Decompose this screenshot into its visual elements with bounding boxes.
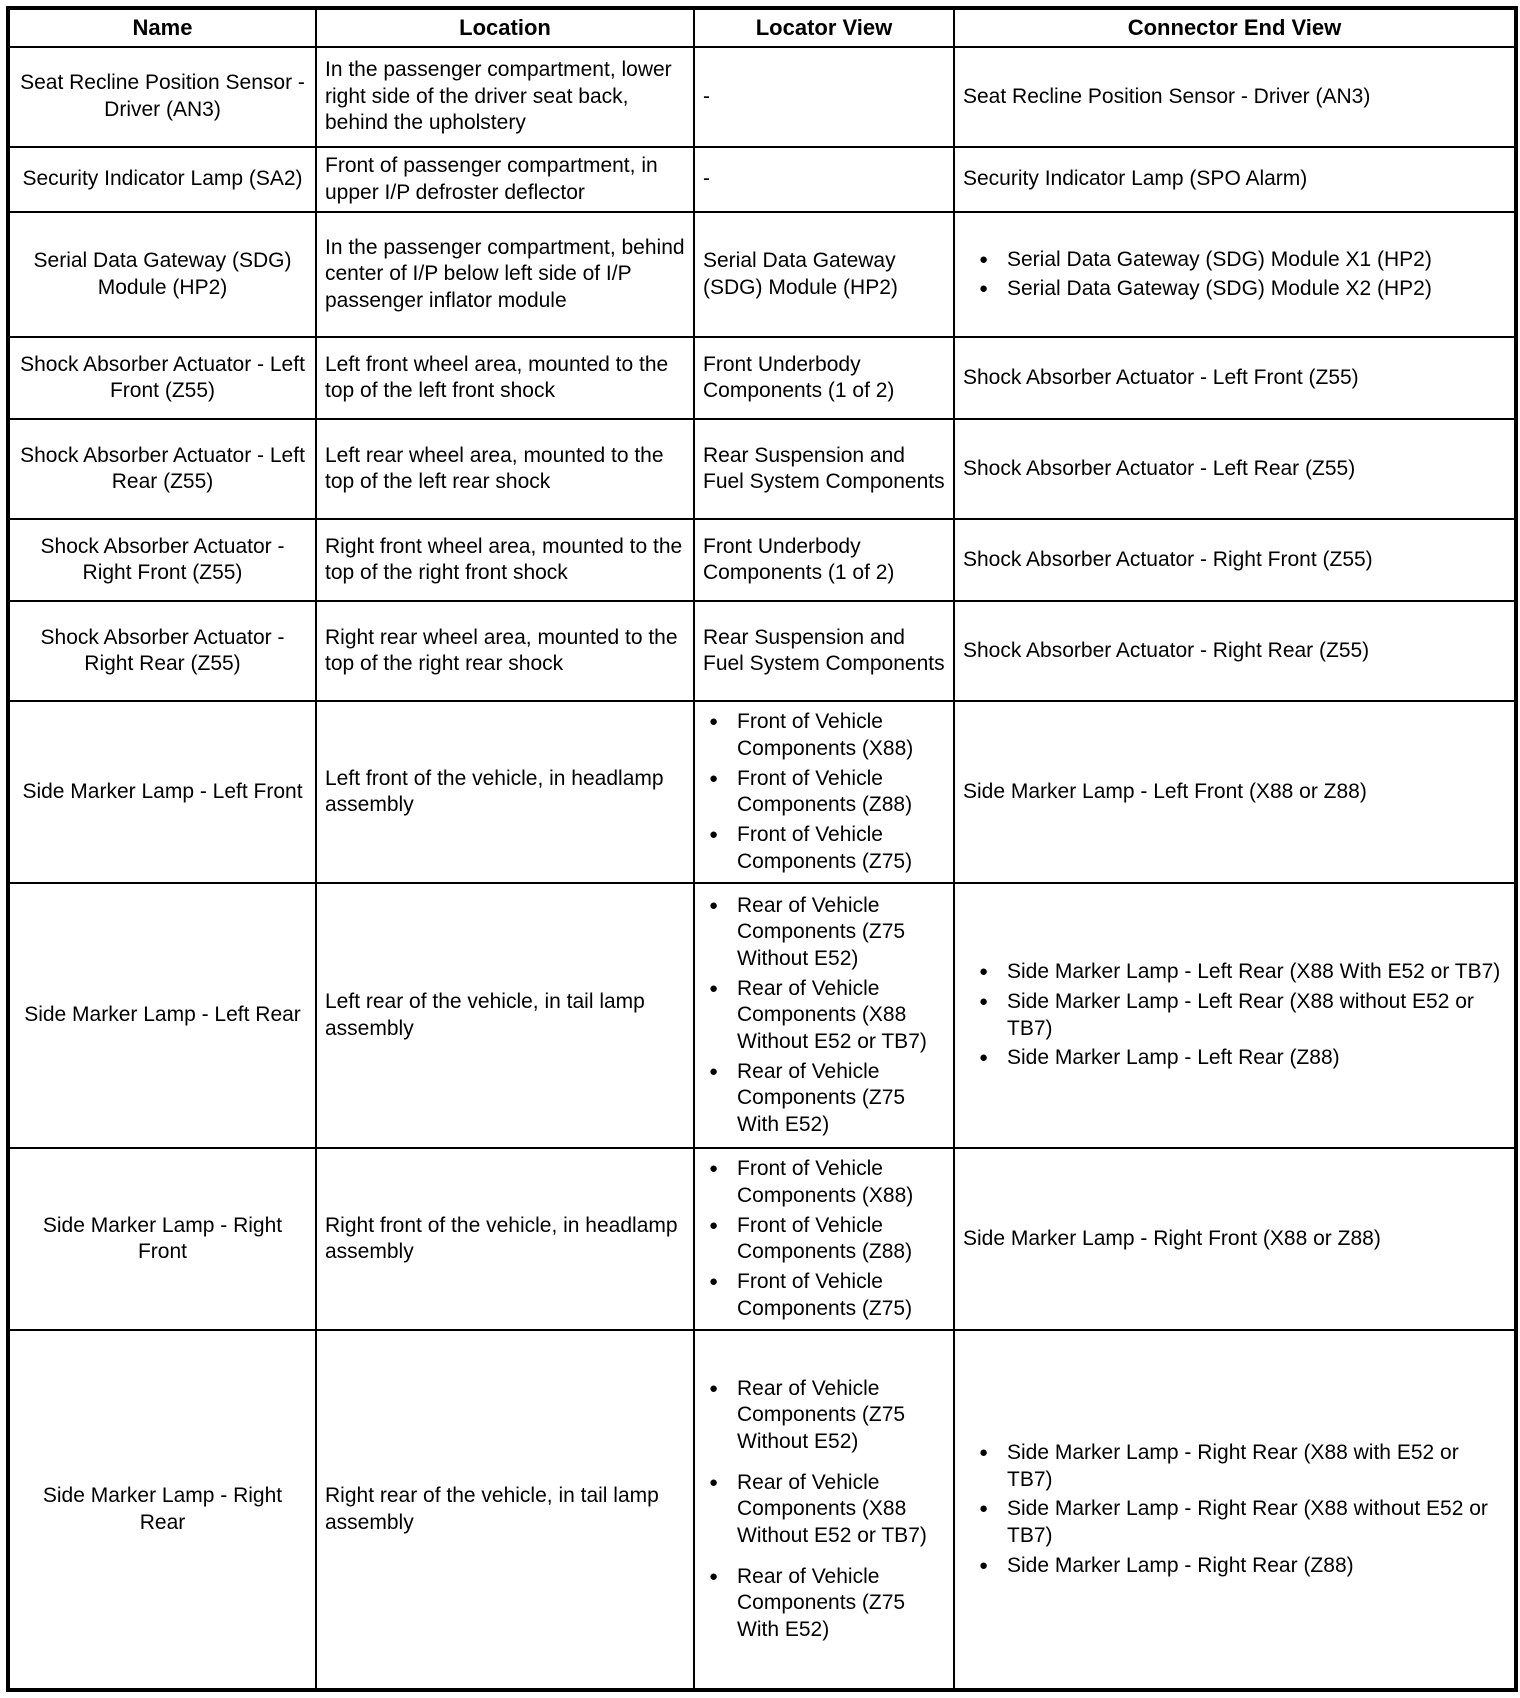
bullet-list-item: [963, 1045, 1506, 1072]
name-cell: [8, 47, 316, 147]
bullet-list-item: [963, 959, 1506, 986]
cell-text: Shock Absorber Actuator - Right Rear (Z55): [963, 638, 1370, 662]
bullet-list-item: [703, 822, 945, 875]
location-cell: [316, 419, 694, 519]
bullet-icon: ●: [709, 1272, 719, 1290]
bullet-text: Serial Data Gateway (SDG) Module X2 (HP2): [1007, 277, 1432, 301]
bullet-icon: ●: [979, 1556, 989, 1574]
connector-end-view-cell: [954, 883, 1516, 1148]
bullet-text: Side Marker Lamp - Right Rear (X88 without E52 or TB7): [1007, 1497, 1488, 1548]
name-cell: [8, 212, 316, 337]
cell-text: Left rear of the vehicle, in tail lamp assembly: [325, 990, 645, 1040]
table-row: [8, 1148, 1516, 1330]
header-row: [8, 8, 1516, 47]
cell-text: Front Underbody Components (1 of 2): [703, 352, 895, 403]
cell-text: Security Indicator Lamp (SA2): [22, 167, 303, 191]
bullet-list-item: [703, 893, 945, 973]
cell-text: Side Marker Lamp - Right Front: [42, 1213, 283, 1264]
cell-text: Front of passenger compartment, in upper I/P defroster deflector: [325, 153, 658, 204]
bullet-text: Side Marker Lamp - Right Rear (Z88): [1007, 1553, 1354, 1577]
locator-view-cell: [694, 212, 954, 337]
cell-text: Seat Recline Position Sensor - Driver (AN3): [963, 84, 1371, 108]
service-manual-page: [6, 6, 1514, 1692]
bullet-text: Side Marker Lamp - Right Rear (X88 with E52 or TB7): [1007, 1441, 1459, 1491]
bullet-text: Front of Vehicle Components (Z88): [737, 1213, 913, 1264]
component-location-table: [6, 6, 1518, 1692]
location-cell: [316, 701, 694, 883]
cell-text: Shock Absorber Actuator - Left Rear (Z55): [20, 443, 305, 494]
bullet-text: Front of Vehicle Components (Z75): [737, 1269, 913, 1320]
location-cell: [316, 147, 694, 212]
bullet-icon: ●: [709, 1062, 719, 1080]
bullet-text: Side Marker Lamp - Left Rear (X88 without E52 or TB7): [1007, 990, 1474, 1040]
bullet-text: Front of Vehicle Components (Z88): [737, 766, 913, 817]
name-cell: [8, 1148, 316, 1330]
cell-text: Shock Absorber Actuator - Right Front (Z55): [963, 547, 1373, 571]
bullet-icon: ●: [709, 1160, 719, 1178]
header-connector-end-view: Connector End View: [954, 8, 1516, 47]
bullet-list-item: [703, 1269, 945, 1322]
location-cell: [316, 47, 694, 147]
location-cell: [316, 1148, 694, 1330]
bullet-icon: ●: [979, 1444, 989, 1462]
location-cell: [316, 337, 694, 419]
cell-text: Shock Absorber Actuator - Right Front (Z55): [40, 534, 285, 585]
cell-text: In the passenger compartment, lower right side of the driver seat back, behind the upholstery: [325, 57, 672, 135]
cell-text: Side Marker Lamp - Left Front: [22, 779, 303, 803]
bullet-list-item: [963, 989, 1506, 1042]
bullet-icon: ●: [979, 250, 989, 268]
bullet-list-item: [963, 247, 1506, 274]
cell-text: Side Marker Lamp - Right Rear: [42, 1484, 283, 1534]
cell-text: In the passenger compartment, behind center of I/P below left side of I/P passenger inflator module: [325, 235, 685, 313]
cell-text: Serial Data Gateway (SDG) Module (HP2): [703, 249, 898, 299]
cell-text: Shock Absorber Actuator - Left Rear (Z55): [963, 456, 1356, 480]
locator-view-cell: [694, 1148, 954, 1330]
cell-text: Seat Recline Position Sensor - Driver (AN3): [20, 71, 305, 121]
location-cell: [316, 1330, 694, 1690]
table-row: [8, 701, 1516, 883]
bullet-text: Side Marker Lamp - Left Rear (X88 With E52 or TB7): [1007, 960, 1501, 984]
bullet-text: Front of Vehicle Components (X88): [737, 710, 914, 760]
cell-text: Right rear of the vehicle, in tail lamp assembly: [325, 1484, 659, 1534]
locator-view-cell: [694, 701, 954, 883]
name-cell: [8, 419, 316, 519]
location-cell: [316, 601, 694, 701]
bullet-icon: ●: [979, 280, 989, 298]
bullet-text: Front of Vehicle Components (X88): [737, 1157, 914, 1207]
bullet-list-item: [963, 1496, 1506, 1549]
connector-end-view-cell: [954, 1148, 1516, 1330]
cell-text: Side Marker Lamp - Left Rear: [24, 1003, 301, 1027]
table-row: [8, 419, 1516, 519]
table-row: [8, 337, 1516, 419]
cell-text: Shock Absorber Actuator - Left Front (Z55): [963, 365, 1359, 389]
bullet-text: Rear of Vehicle Components (Z75 With E52): [737, 1564, 906, 1642]
cell-text: Shock Absorber Actuator - Left Front (Z55): [20, 352, 305, 403]
bullet-list: [963, 247, 1506, 303]
bullet-text: Rear of Vehicle Components (X88 Without E52 or TB7): [737, 1470, 927, 1548]
bullet-list-item: [703, 766, 945, 819]
bullet-icon: ●: [979, 1049, 989, 1067]
bullet-list: [703, 1156, 945, 1322]
bullet-text: Rear of Vehicle Components (X88 Without E52 or TB7): [737, 976, 927, 1054]
name-cell: [8, 883, 316, 1148]
header-location: Location: [316, 8, 694, 47]
cell-text: -: [703, 167, 710, 191]
table-row: [8, 883, 1516, 1148]
connector-end-view-cell: [954, 337, 1516, 419]
connector-end-view-cell: [954, 1330, 1516, 1690]
locator-view-cell: [694, 883, 954, 1148]
bullet-list-item: [703, 1376, 945, 1456]
locator-view-cell: [694, 147, 954, 212]
locator-view-cell: [694, 337, 954, 419]
bullet-text: Rear of Vehicle Components (Z75 Without E52): [737, 1376, 906, 1454]
cell-text: Right front of the vehicle, in headlamp assembly: [325, 1213, 678, 1264]
table-row: [8, 1330, 1516, 1690]
cell-text: Security Indicator Lamp (SPO Alarm): [963, 167, 1308, 191]
bullet-icon: ●: [979, 993, 989, 1011]
bullet-text: Serial Data Gateway (SDG) Module X1 (HP2): [1007, 247, 1432, 271]
table-row: [8, 519, 1516, 601]
bullet-list: [963, 1440, 1506, 1579]
bullet-icon: ●: [709, 769, 719, 787]
bullet-icon: ●: [709, 1379, 719, 1397]
cell-text: Side Marker Lamp - Right Front (X88 or Z88): [963, 1226, 1381, 1250]
name-cell: [8, 147, 316, 212]
cell-text: Shock Absorber Actuator - Right Rear (Z55): [40, 625, 285, 676]
connector-end-view-cell: [954, 601, 1516, 701]
cell-text: Left rear wheel area, mounted to the top of the left rear shock: [325, 443, 664, 494]
bullet-icon: ●: [709, 896, 719, 914]
bullet-icon: ●: [709, 1473, 719, 1491]
bullet-list-item: [703, 1213, 945, 1266]
table-row: [8, 601, 1516, 701]
bullet-list-item: [703, 1059, 945, 1139]
bullet-list-item: [703, 709, 945, 762]
bullet-list-item: [963, 1440, 1506, 1493]
location-cell: [316, 883, 694, 1148]
cell-text: Right rear wheel area, mounted to the top of the right rear shock: [325, 625, 678, 676]
bullet-list-item: [963, 276, 1506, 303]
header-name: Name: [8, 8, 316, 47]
locator-view-cell: [694, 1330, 954, 1690]
cell-text: -: [703, 84, 710, 108]
name-cell: [8, 337, 316, 419]
connector-end-view-cell: [954, 212, 1516, 337]
name-cell: [8, 1330, 316, 1690]
location-cell: [316, 212, 694, 337]
cell-text: Front Underbody Components (1 of 2): [703, 534, 895, 585]
name-cell: [8, 601, 316, 701]
bullet-text: Front of Vehicle Components (Z75): [737, 822, 913, 873]
bullet-list: [703, 709, 945, 875]
bullet-text: Rear of Vehicle Components (Z75 With E52): [737, 1059, 906, 1137]
connector-end-view-cell: [954, 701, 1516, 883]
bullet-text: Rear of Vehicle Components (Z75 Without E52): [737, 893, 906, 971]
cell-text: Left front of the vehicle, in headlamp assembly: [325, 766, 664, 817]
connector-end-view-cell: [954, 419, 1516, 519]
bullet-list: [963, 959, 1506, 1072]
table-row: [8, 47, 1516, 147]
bullet-icon: ●: [979, 1500, 989, 1518]
connector-end-view-cell: [954, 519, 1516, 601]
locator-view-cell: [694, 601, 954, 701]
table-row: [8, 212, 1516, 337]
cell-text: Rear Suspension and Fuel System Components: [703, 625, 945, 676]
bullet-text: Side Marker Lamp - Left Rear (Z88): [1007, 1046, 1340, 1070]
bullet-list-item: [703, 1470, 945, 1550]
bullet-icon: ●: [709, 1567, 719, 1585]
locator-view-cell: [694, 47, 954, 147]
connector-end-view-cell: [954, 47, 1516, 147]
cell-text: Left front wheel area, mounted to the top of the left front shock: [325, 352, 669, 403]
cell-text: Side Marker Lamp - Left Front (X88 or Z88): [963, 779, 1367, 803]
connector-end-view-cell: [954, 147, 1516, 212]
cell-text: Serial Data Gateway (SDG) Module (HP2): [33, 249, 292, 299]
bullet-list-item: [703, 976, 945, 1056]
table-body: [8, 47, 1516, 1690]
bullet-list: [703, 893, 945, 1139]
location-cell: [316, 519, 694, 601]
bullet-icon: ●: [709, 1216, 719, 1234]
cell-text: Right front wheel area, mounted to the top of the right front shock: [325, 534, 683, 585]
bullet-icon: ●: [709, 825, 719, 843]
bullet-icon: ●: [709, 979, 719, 997]
bullet-icon: ●: [979, 963, 989, 981]
table-header: [8, 8, 1516, 47]
table-row: [8, 147, 1516, 212]
bullet-list-item: [703, 1564, 945, 1644]
name-cell: [8, 701, 316, 883]
bullet-list: [703, 1376, 945, 1644]
bullet-list-item: [703, 1156, 945, 1209]
header-locator-view: Locator View: [694, 8, 954, 47]
bullet-list-item: [963, 1553, 1506, 1580]
name-cell: [8, 519, 316, 601]
locator-view-cell: [694, 419, 954, 519]
cell-text: Rear Suspension and Fuel System Components: [703, 443, 945, 494]
bullet-icon: ●: [709, 713, 719, 731]
locator-view-cell: [694, 519, 954, 601]
